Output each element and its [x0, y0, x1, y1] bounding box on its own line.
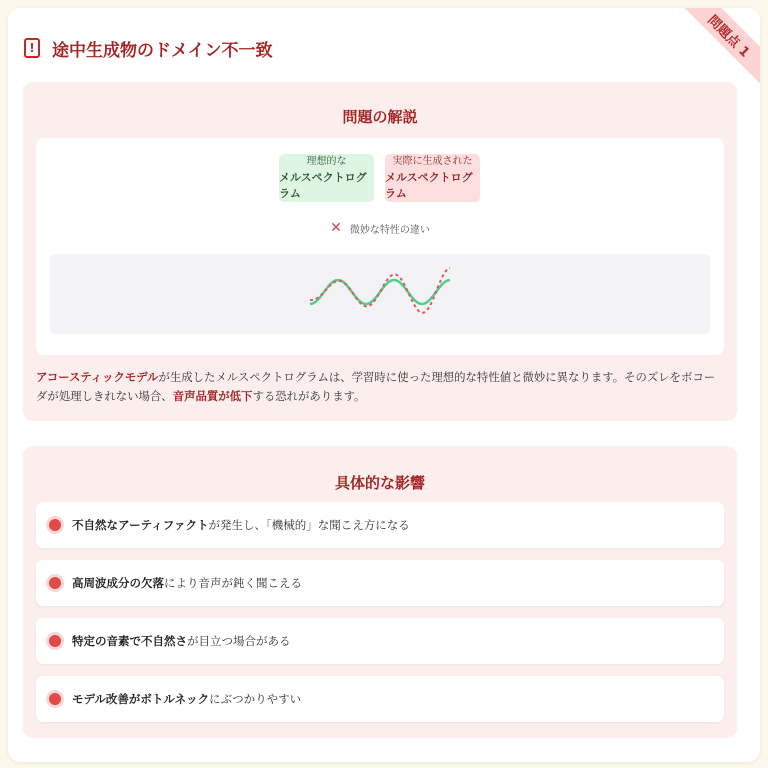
impact-item-bold: 特定の音素で不自然さ [72, 634, 187, 648]
waveform-graphic [50, 254, 710, 334]
comparison-diagram [36, 138, 724, 355]
ideal-spectrogram-box [279, 154, 374, 202]
ideal-wave [310, 280, 450, 304]
impact-item-text: により音声が鈍く聞こえる [164, 576, 302, 590]
impact-heading: 具体的な影響 [334, 474, 425, 492]
cross-icon: ✕ [330, 220, 342, 236]
impact-item-bold: 不自然なアーティファクト [72, 518, 209, 532]
impact-item [36, 618, 724, 664]
description-text-1: が生成したメルスペクトログラムは、学習時に使った理想的な特性値と微妙に異なります。そのズレをボコーダが処理しきれない場合、 [36, 370, 716, 403]
impact-item [36, 676, 724, 722]
term-quality-drop: 音声品質が低下 [172, 389, 253, 403]
explanation-description [36, 368, 726, 406]
waveform-panel [50, 254, 710, 334]
impact-item [36, 502, 724, 548]
impact-item-text: が目立つ場合がある [187, 634, 291, 648]
impact-item-bold: モデル改善がボトルネック [72, 692, 210, 706]
term-acoustic-model: アコースティックモデル [36, 370, 159, 384]
actual-wave [310, 268, 450, 313]
alert-icon: ! [24, 38, 40, 58]
actual-spectrogram-box [385, 154, 480, 202]
page-title: 途中生成物のドメイン不一致 [52, 40, 273, 61]
impact-item-text: が発生し、「機械的」な聞こえ方になる [208, 518, 410, 532]
bullet-dot-icon [49, 577, 61, 589]
impact-item [36, 560, 724, 606]
explanation-heading: 問題の解説 [342, 108, 418, 126]
impact-section [23, 446, 737, 738]
problem-card [8, 8, 760, 762]
difference-label: 微妙な特性の違い [349, 224, 430, 236]
actual-box-line1: 実際に生成された [392, 156, 473, 167]
explanation-section [23, 82, 737, 421]
actual-box-line2: メルスペクトログラム [385, 171, 473, 200]
impact-item-bold: 高周波成分の欠落 [72, 576, 164, 590]
impact-item-text: にぶつかりやすい [209, 692, 302, 706]
ideal-box-line2: メルスペクトログラム [279, 171, 367, 200]
bullet-dot-icon [49, 519, 61, 531]
difference-row [36, 220, 724, 236]
ideal-box-line1: 理想的な [306, 156, 347, 167]
title-row [24, 34, 273, 62]
problem-number-ribbon: 問題点 1 [678, 8, 760, 87]
bullet-dot-icon [49, 693, 61, 705]
bullet-dot-icon [49, 635, 61, 647]
description-text-2: する恐れがあります。 [252, 389, 366, 403]
